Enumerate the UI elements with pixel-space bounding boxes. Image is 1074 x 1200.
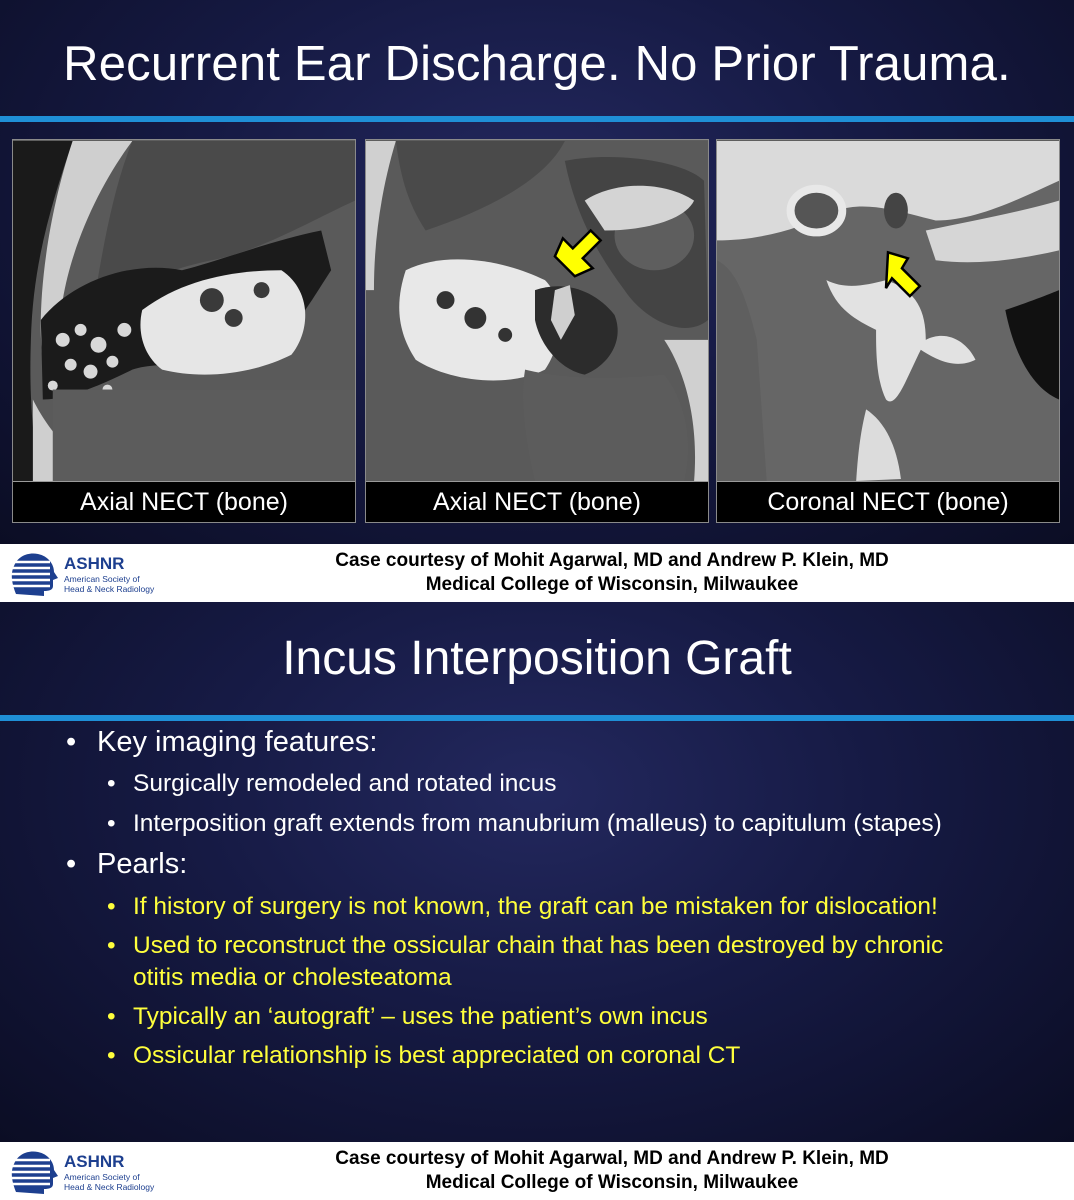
bullet-dot: • [66,726,77,758]
case-credit [180,1147,1044,1195]
slide-title: Recurrent Ear Discharge. No Prior Trauma. [63,37,1011,91]
credit-footer [0,544,1074,602]
panel-caption: Coronal NECT (bone) [717,481,1059,522]
panel-caption: Axial NECT (bone) [13,481,355,522]
bullet-key-features: • Key imaging features: [66,726,378,758]
ashnr-head-icon [6,550,60,598]
ct-panel-coronal [716,139,1060,523]
panel-caption: Axial NECT (bone) [366,481,708,522]
ct-panel-axial-2 [365,139,709,523]
logo-org: American Society of Head & Neck Radiology [64,1172,155,1192]
logo-name: ASHNR [64,554,125,573]
title-divider [0,116,1074,122]
ashnr-logo [6,1148,176,1196]
bullet-dot: • [107,770,116,797]
slide-title: Incus Interposition Graft [282,632,792,685]
title-divider [0,715,1074,721]
credit-institution: Medical College of Wisconsin, Milwaukee [425,1172,799,1193]
credit-footer [0,1142,1074,1200]
ashnr-head-icon [6,1148,60,1196]
credit-institution: Medical College of Wisconsin, Milwaukee [425,574,799,595]
bullet-kf1: • Surgically remodeled and rotated incus [107,770,557,797]
bullet-dot: • [107,893,116,920]
bullet-pearl-1: • If history of surgery is not known, the graft can be mistaken for dislocation! [107,893,938,920]
slide-diagnosis [0,602,1074,1142]
ct-image-coronal [717,140,1059,482]
ct-panel-axial-1 [12,139,356,523]
bullet-dot: • [107,1003,116,1030]
bullet-dot: • [107,932,116,959]
logo-name: ASHNR [64,1152,125,1171]
ct-image-axial-1 [13,140,355,482]
bullet-pearl-3: • Typically an ‘autograft’ – uses the patient’s own incus [107,1003,708,1030]
bullet-dot: • [107,1042,116,1069]
bullet-pearls: • Pearls: [66,848,188,880]
bullet-dot: • [66,848,77,880]
ashnr-logo [6,550,176,598]
bullet-pearl-2: • Used to reconstruct the ossicular chain that has been destroyed by chronic otitis media or cholesteatoma [107,932,944,991]
bullet-dot: • [107,810,116,837]
credit-authors: Case courtesy of Mohit Agarwal, MD and Andrew P. Klein, MD [335,550,889,571]
bullet-pearl-4: • Ossicular relationship is best appreciated on coronal CT [107,1042,741,1069]
bullet-kf2: • Interposition graft extends from manubrium (malleus) to capitulum (stapes) [107,810,942,837]
ct-image-axial-2 [366,140,708,482]
case-credit [180,549,1044,597]
slide-case [0,0,1074,544]
logo-org: American Society of Head & Neck Radiology [64,574,155,594]
credit-authors: Case courtesy of Mohit Agarwal, MD and Andrew P. Klein, MD [335,1148,889,1169]
